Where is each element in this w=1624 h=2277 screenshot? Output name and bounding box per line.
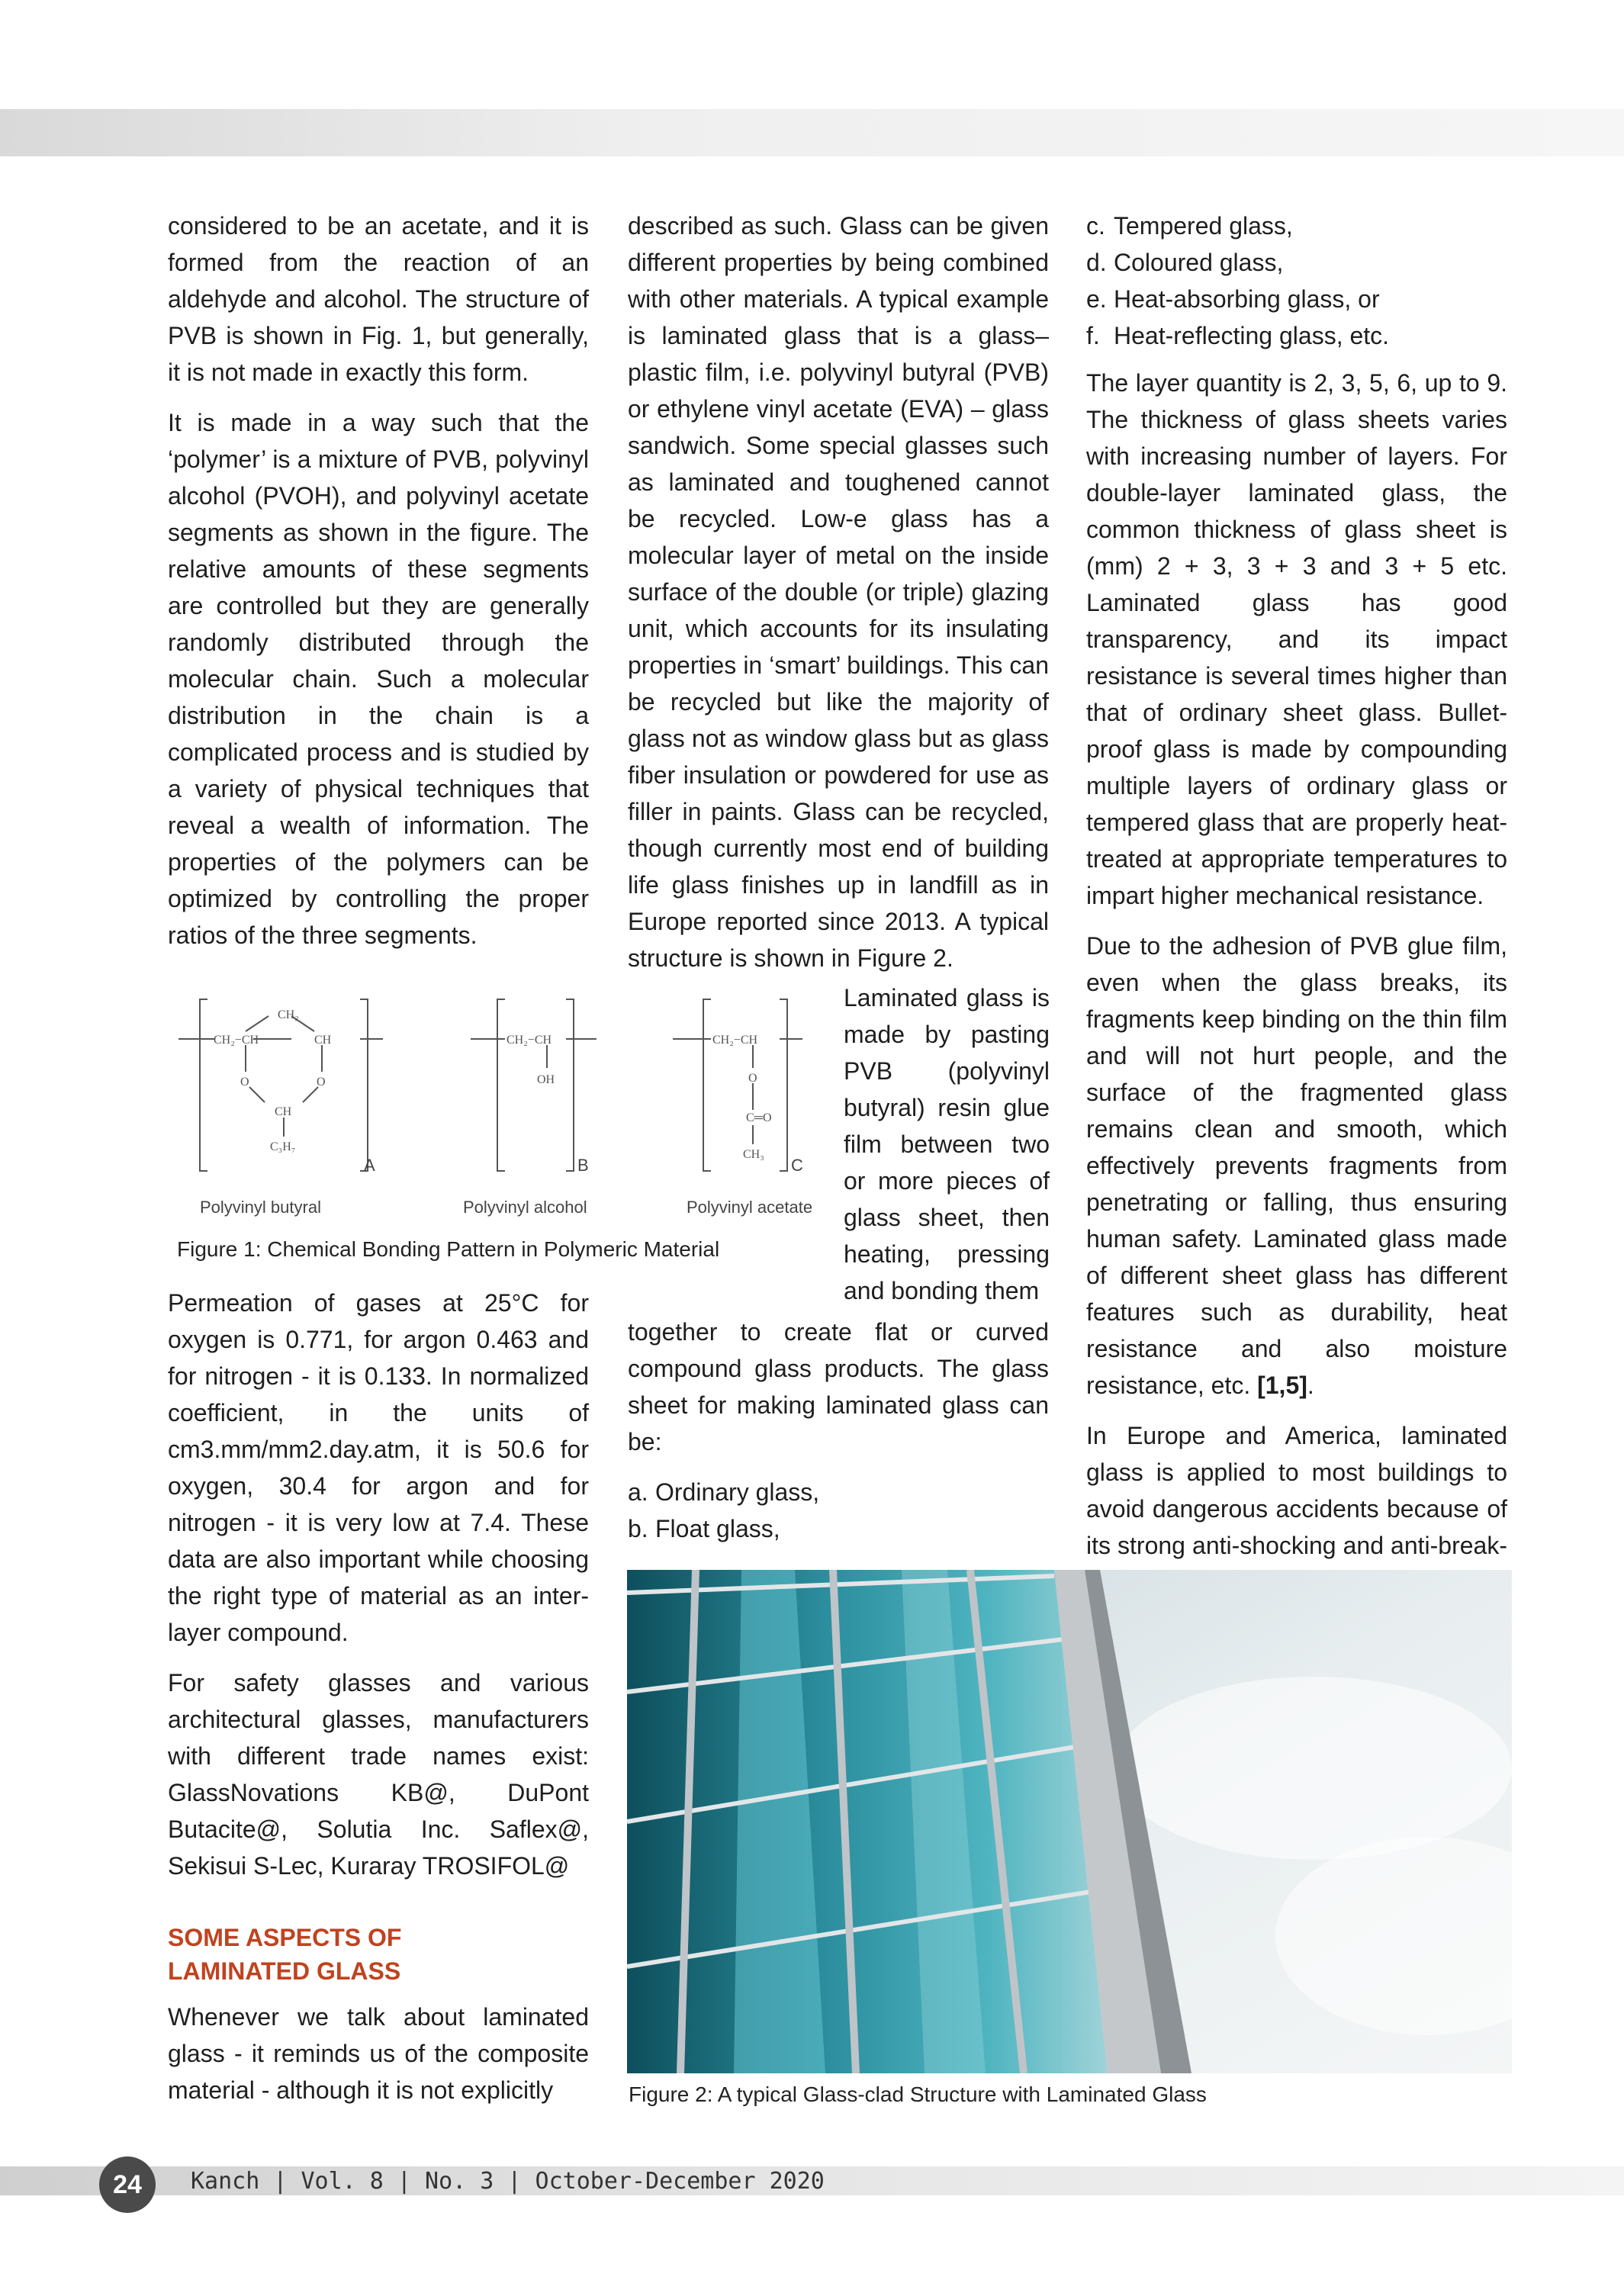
- list-item: b. Float glass,: [628, 1515, 780, 1542]
- col1-paragraph-3: Permeation of gases at 25°C for oxygen is 0.771, for argon 0.463 and for nitrogen - it is 0.133. In normalized coefficient, in the units of cm3.mm/mm2.day.atm, it is 50.6 for oxygen, 30.4 for argon and for nitrogen - it is very low at 7.4. These data are also important while choosing the right type of material as an inter-layer compound.: [168, 1289, 589, 1646]
- citation-reference: [1,5]: [1257, 1372, 1307, 1399]
- col1-paragraph-5: Whenever we talk about laminated glass - it reminds us of the composite material - although it is not explicitly: [168, 2003, 589, 2104]
- col3-paragraph-2: Due to the adhesion of PVB glue film, even when the glass breaks, its fragments keep binding on the thin film and will not hurt people, and the surface of the fragmented glass remains clean and smooth, which effectively prevents fragments from penetrating or falling, thus ensuring human safety. Laminated glass made of different sheet glass has different features such as durability, heat resistance and also moisture resistance, etc. [1,5].: [1086, 932, 1507, 1399]
- chem-ch-a3: CH: [275, 1105, 292, 1118]
- col1-paragraph-4: For safety glasses and various architectural glasses, manufacturers with different trade names exist: GlassNovations KB@, DuPont Butacite@, Solutia Inc. Saflex@, Sekisui S-Lec, Kuraray TROSIFOL@: [168, 1669, 589, 1880]
- col3-paragraph-3: In Europe and America, laminated glass is applied to most buildings to avoid dangerous accidents because of its strong anti-shocking and anti-break-: [1086, 1422, 1507, 1559]
- list-item: a. Ordinary glass,: [628, 1478, 820, 1506]
- chem-co: C═O: [746, 1111, 772, 1124]
- col1-paragraph-1: considered to be an acetate, and it is formed from the reaction of an aldehyde and alcohol. The structure of PVB is shown in Fig. 1, but generally, it is not made in exactly this form.: [168, 212, 589, 386]
- chem-o-a1: O: [240, 1076, 249, 1089]
- column-2-lower: [628, 1314, 1049, 1547]
- column-2: [628, 207, 1049, 990]
- chem-oh: OH: [537, 1073, 555, 1086]
- header-band: [0, 109, 1624, 156]
- structure-polyvinyl-alcohol: [471, 999, 597, 1171]
- journal-footer: Kanch | Vol. 8 | No. 3 | October-December 2020: [191, 2168, 825, 2195]
- chem-ch2-a: CH₂: [278, 1008, 299, 1021]
- structure-polyvinyl-acetate: [673, 999, 802, 1171]
- chem-ch3: CH₃: [743, 1148, 764, 1161]
- column-2-wrap: [844, 979, 1050, 1309]
- col2-paragraph-2a: Laminated glass is made by pasting PVB (polyvinyl butyral) resin glue film between two or more pieces of glass sheet, then heating, pressing and bonding them: [844, 984, 1050, 1304]
- structure-letter-b: B: [577, 1156, 589, 1175]
- structure-name-c: Polyvinyl acetate: [687, 1198, 813, 1217]
- figure-1-chemical-structures: [169, 984, 856, 1228]
- structure-letter-a: A: [364, 1156, 375, 1175]
- section-heading-line-1: SOME ASPECTS OF: [168, 1924, 402, 1951]
- glass-types-list-1: [628, 1474, 1049, 1547]
- figure-2-glass-building-photo: [627, 1570, 1512, 2073]
- chem-ch2ch-a: CH₂−CH: [214, 1034, 259, 1047]
- list-item: f. Heat-reflecting glass, etc.: [1086, 322, 1390, 349]
- column-1: [168, 207, 589, 967]
- structure-letter-c: C: [791, 1156, 803, 1175]
- chem-ch2ch-b: CH₂−CH: [506, 1034, 552, 1047]
- page-number: 24: [99, 2156, 156, 2213]
- structure-name-a: Polyvinyl butyral: [200, 1198, 321, 1217]
- chem-c3h7: C₃H₇: [270, 1140, 296, 1153]
- chem-o-a2: O: [317, 1076, 326, 1089]
- col3-paragraph-1: The layer quantity is 2, 3, 5, 6, up to 9. The thickness of glass sheets varies with increasing number of layers. For double-layer laminated glass, the common thickness of glass sheet is (mm) 2 + 3, 3 + 3 and 3 + 5 etc. Laminated glass has good transparency, and its impact resistance is several times higher than that of ordinary sheet glass. Bullet-proof glass is made by compounding multiple layers of ordinary glass or tempered glass that are properly heat-treated at appropriate temperatures to impart higher mechanical resistance.: [1086, 369, 1507, 909]
- list-item: e. Heat-absorbing glass, or: [1086, 285, 1380, 313]
- col2-paragraph-2b: together to create flat or curved compound glass products. The glass sheet for making laminated glass can be:: [628, 1318, 1049, 1455]
- structure-name-b: Polyvinyl alcohol: [463, 1198, 587, 1217]
- glass-types-list-2: [1086, 207, 1507, 354]
- chem-ch-a2: CH: [314, 1034, 332, 1047]
- section-heading: [168, 1921, 589, 1988]
- section-heading-line-2: LAMINATED GLASS: [168, 1957, 401, 1985]
- figure-1-caption: Figure 1: Chemical Bonding Pattern in Polymeric Material: [177, 1237, 720, 1261]
- chem-o-c: O: [748, 1072, 757, 1085]
- chem-ch2ch-c: CH₂−CH: [712, 1034, 758, 1047]
- column-3: [1086, 207, 1507, 1651]
- list-item: d. Coloured glass,: [1086, 249, 1284, 276]
- column-1-lower: [168, 1285, 589, 2122]
- col2-paragraph-1: described as such. Glass can be given different properties by being combined with other materials. A typical example is laminated glass that is a glass–plastic film, i.e. polyvinyl butyral (PVB) or ethylene vinyl acetate (EVA) – glass sandwich. Some special glasses such as laminated and toughened cannot be recycled. Low-e glass has a molecular layer of metal on the inside surface of the double (or triple) glazing unit, which accounts for its insulating properties in ‘smart’ buildings. This can be recycled but like the majority of glass not as window glass but as glass fiber insulation or powdered for use as filler in paints. Glass can be recycled, though currently most end of building life glass finishes up in landfill as in Europe reported since 2013. A typical structure is shown in Figure 2.: [628, 212, 1049, 972]
- col1-paragraph-2: It is made in a way such that the ‘polymer’ is a mixture of PVB, polyvinyl alcohol (PVOH), and polyvinyl acetate segments as shown in the figure. The relative amounts of these segments are controlled but they are generally randomly distributed through the molecular chain. Such a molecular distribution in the chain is a complicated process and is studied by a variety of physical techniques that reveal a wealth of information. The properties of the polymers can be optimized by controlling the proper ratios of the three segments.: [168, 409, 589, 949]
- figure-2-caption: Figure 2: A typical Glass-clad Structure with Laminated Glass: [629, 2082, 1207, 2106]
- list-item: c. Tempered glass,: [1086, 212, 1293, 240]
